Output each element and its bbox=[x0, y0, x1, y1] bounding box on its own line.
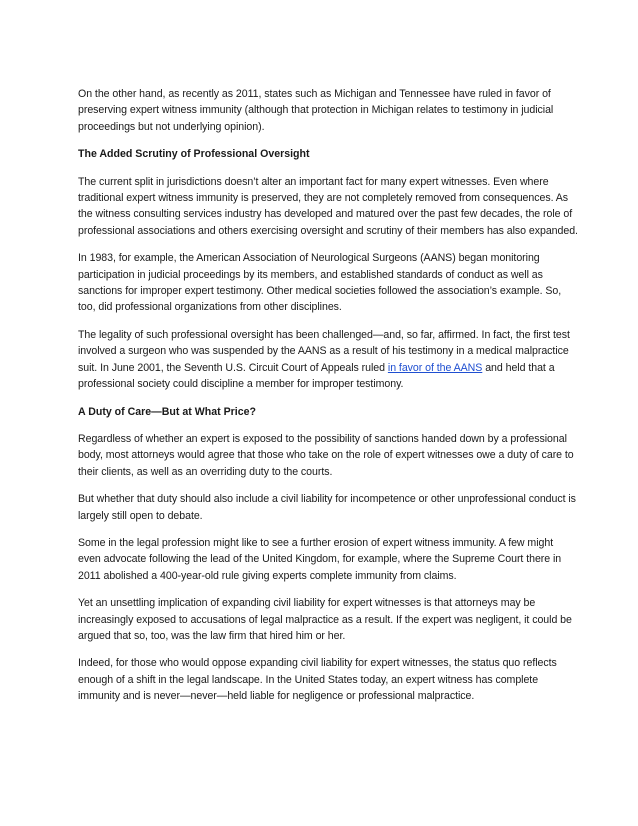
section-heading: The Added Scrutiny of Professional Oversight bbox=[78, 148, 310, 161]
paragraph: But whether that duty should also include a civil liability for incompetence or other unprofessional conduct is largely still open to debate. bbox=[78, 493, 576, 522]
paragraph-text: The legality of such professional oversight has been challenged—and, so far, affirmed. In fact, the first test involved a surgeon who was suspended by the AANS as a result of his testimony in a medical malpractice suit. In June 2001, the Seventh U.S. Circuit Court of Appeals ruled bbox=[78, 328, 570, 374]
paragraph: Some in the legal profession might like to see a further erosion of expert witness immunity. A few might even advocate following the lead of the United Kingdom, for example, where the Supreme Court there in 2011 abolished a 400-year-old rule giving experts complete immunity from claims. bbox=[78, 536, 562, 582]
paragraph-text: and held that a professional society could discipline a member for improper testimony. bbox=[78, 361, 555, 391]
paragraph: On the other hand, as recently as 2011, states such as Michigan and Tennessee have ruled in favor of preserving expert witness immunity (although that protection in Michigan relates to testimony in judicial proceedings but not underlying opinion). bbox=[78, 88, 554, 133]
paragraph: Regardless of whether an expert is exposed to the possibility of sanctions handed down by a professional body, most attorneys would agree that those who take on the role of expert witnesses owe a duty of care to their clients, as well as an overriding duty to the courts. bbox=[78, 432, 574, 478]
paragraph-with-link bbox=[78, 327, 578, 393]
paragraph: The current split in jurisdictions doesn’t alter an important fact for many expert witnesses. Even where traditional expert witness immunity is preserved, they are not completely removed from consequences. As the witness consulting services industry has developed and matured over the past few decades, the role of professional associations and others exercising oversight and scrutiny of their members has also expanded. bbox=[78, 175, 578, 237]
paragraph: Indeed, for those who would oppose expanding civil liability for expert witnesses, the status quo reflects enough of a shift in the legal landscape. In the United States today, an expert witness has complete immunity and is never—never—held liable for negligence or professional malpractice. bbox=[78, 657, 557, 703]
section-heading: A Duty of Care—But at What Price? bbox=[78, 405, 256, 418]
paragraph: In 1983, for example, the American Association of Neurological Surgeons (AANS) began monitoring participation in judicial proceedings by its members, and established standards of conduct as well as sanctions for improper expert testimony. Other medical societies followed the association’s example. So, too, did professional organizations from other disciplines. bbox=[78, 252, 562, 314]
paragraph: Yet an unsettling implication of expanding civil liability for expert witnesses is that attorneys may be increasingly exposed to accusations of legal malpractice as a result. If the expert was negligent, it could be argued that so, too, was the law firm that hired him or her. bbox=[78, 597, 572, 642]
aans-ruling-link[interactable]: in favor of the AANS bbox=[387, 361, 483, 374]
